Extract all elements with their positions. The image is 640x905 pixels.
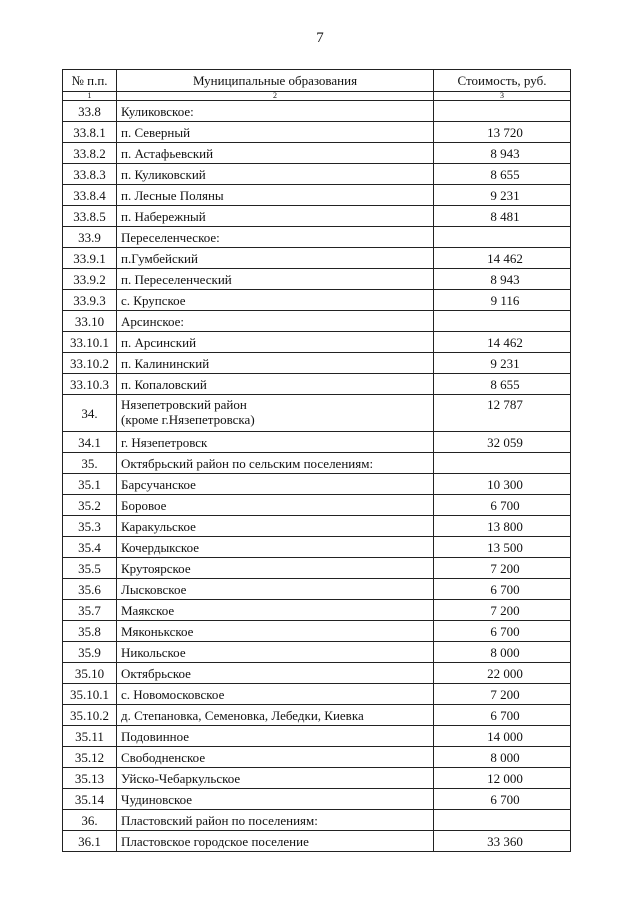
table-row [63,663,571,684]
index-cell-1: 1 [63,92,117,101]
municipality-name-line: Куликовское: [121,103,194,119]
row-number: 33.10.3 [63,374,117,395]
municipality-name [117,495,434,516]
row-number: 33.9 [63,227,117,248]
municipality-name [117,290,434,311]
table-row [63,332,571,353]
cost-value: 6 700 [434,495,571,516]
table-row [63,101,571,122]
cost-table [62,69,571,852]
municipality-name [117,747,434,768]
municipality-name [117,395,434,432]
municipality-name [117,374,434,395]
municipality-name [117,663,434,684]
cost-value: 8 943 [434,143,571,164]
cost-value: 13 720 [434,122,571,143]
municipality-name-line: с. Крупское [121,292,186,308]
municipality-name [117,558,434,579]
municipality-name [117,579,434,600]
row-number: 33.10 [63,311,117,332]
table-row [63,248,571,269]
municipality-name-line: Чудиновское [121,791,193,807]
cost-value: 7 200 [434,558,571,579]
table-row [63,474,571,495]
table-row [63,374,571,395]
municipality-name [117,332,434,353]
municipality-name [117,621,434,642]
municipality-name-line: п.Гумбейский [121,250,198,266]
municipality-name [117,831,434,852]
municipality-name-line: Арсинское: [121,313,185,329]
municipality-name [117,474,434,495]
table-row [63,206,571,227]
row-number: 33.8.3 [63,164,117,185]
row-number: 33.10.1 [63,332,117,353]
table-row [63,495,571,516]
municipality-name [117,789,434,810]
table-row [63,143,571,164]
table-row [63,395,571,432]
municipality-name-line: п. Северный [121,124,191,140]
table-row [63,684,571,705]
municipality-name-line: Барсучанское [121,476,196,492]
row-number: 34.1 [63,432,117,453]
table-row [63,353,571,374]
municipality-name [117,248,434,269]
cost-value [434,101,571,122]
table-row [63,747,571,768]
table-row [63,726,571,747]
row-number: 35.12 [63,747,117,768]
table-row [63,768,571,789]
municipality-name [117,227,434,248]
table-index-row [63,92,571,101]
cost-value: 12 787 [434,395,571,432]
cost-value [434,810,571,831]
municipality-name [117,164,434,185]
municipality-name [117,143,434,164]
cost-value: 10 300 [434,474,571,495]
municipality-name-line: п. Астафьевский [121,145,214,161]
municipality-name-line: п. Лесные Поляны [121,187,224,203]
cost-value: 6 700 [434,579,571,600]
cost-value: 6 700 [434,621,571,642]
table-row [63,227,571,248]
table-row [63,269,571,290]
cost-value [434,311,571,332]
row-number: 35.14 [63,789,117,810]
municipality-name [117,185,434,206]
table-row [63,558,571,579]
municipality-name-line: Лысковское [121,581,187,597]
municipality-name-line: п. Арсинский [121,334,197,350]
municipality-name-line: Свободненское [121,749,206,765]
row-number: 35.9 [63,642,117,663]
municipality-name [117,768,434,789]
cost-value: 7 200 [434,684,571,705]
cost-value: 12 000 [434,768,571,789]
row-number: 33.10.2 [63,353,117,374]
row-number: 35.8 [63,621,117,642]
cost-value: 7 200 [434,600,571,621]
cost-value: 8 943 [434,269,571,290]
municipality-name [117,600,434,621]
cost-value: 32 059 [434,432,571,453]
table-body [63,101,571,852]
cost-value: 33 360 [434,831,571,852]
row-number: 35. [63,453,117,474]
municipality-name-line: п. Куликовский [121,166,206,182]
municipality-name-line: с. Новомосковское [121,686,225,702]
municipality-name-line: п. Переселенческий [121,271,232,287]
table-row [63,600,571,621]
table-row [63,642,571,663]
municipality-name-line: Маякское [121,602,175,618]
cost-value: 8 655 [434,374,571,395]
municipality-name [117,516,434,537]
table-row [63,705,571,726]
municipality-name-line: Пластовский район по поселениям: [121,812,318,828]
cost-value: 8 000 [434,747,571,768]
cost-value: 9 231 [434,353,571,374]
municipality-name-line: Боровое [121,497,167,513]
municipality-name [117,537,434,558]
municipality-name-line: Мяконькское [121,623,194,639]
municipality-name-line: Октябрьское [121,665,191,681]
table-row [63,453,571,474]
municipality-name [117,432,434,453]
cost-value: 14 000 [434,726,571,747]
row-number: 33.9.3 [63,290,117,311]
cost-value: 9 116 [434,290,571,311]
row-number: 35.7 [63,600,117,621]
row-number: 35.10.2 [63,705,117,726]
cost-value [434,453,571,474]
municipality-name [117,705,434,726]
municipality-name-line: Подовинное [121,728,190,744]
header-num: № п.п. [63,70,117,92]
row-number: 33.8.2 [63,143,117,164]
municipality-name-line: Уйско-Чебаркульское [121,770,241,786]
municipality-name-line: п. Набережный [121,208,206,224]
table-row [63,311,571,332]
row-number: 33.8 [63,101,117,122]
table-row [63,579,571,600]
municipality-name [117,206,434,227]
municipality-name-line: Кочердыкское [121,539,200,555]
cost-value: 13 500 [434,537,571,558]
row-number: 33.9.1 [63,248,117,269]
row-number: 35.10 [63,663,117,684]
municipality-name-line: Пластовское городское поселение [121,833,309,849]
cost-value: 9 231 [434,185,571,206]
cost-value: 13 800 [434,516,571,537]
municipality-name-line: п. Копаловский [121,376,207,392]
table-row [63,164,571,185]
municipality-name [117,642,434,663]
table-row [63,810,571,831]
row-number: 36.1 [63,831,117,852]
municipality-name [117,269,434,290]
table-row [63,789,571,810]
row-number: 35.4 [63,537,117,558]
row-number: 35.6 [63,579,117,600]
municipality-name-line: Крутоярское [121,560,191,576]
municipality-name-line: д. Степановка, Семеновка, Лебедки, Киевка [121,707,364,723]
row-number: 33.8.1 [63,122,117,143]
row-number: 35.2 [63,495,117,516]
table-row [63,831,571,852]
cost-value [434,227,571,248]
row-number: 34. [63,395,117,432]
municipality-name [117,353,434,374]
cost-value: 22 000 [434,663,571,684]
index-cell-3: 3 [434,92,571,101]
municipality-name-line: Каракульское [121,518,196,534]
table-header-row [63,70,571,92]
municipality-name [117,810,434,831]
table-row [63,621,571,642]
row-number: 35.5 [63,558,117,579]
row-number: 35.3 [63,516,117,537]
municipality-name-line: п. Калининский [121,355,210,371]
row-number: 33.8.4 [63,185,117,206]
table-row [63,537,571,558]
row-number: 35.10.1 [63,684,117,705]
municipality-name-line: Никольское [121,644,186,660]
cost-value: 6 700 [434,789,571,810]
index-cell-2: 2 [117,92,434,101]
cost-value: 8 481 [434,206,571,227]
municipality-name [117,101,434,122]
municipality-name [117,122,434,143]
cost-value: 14 462 [434,248,571,269]
table-row [63,122,571,143]
row-number: 35.11 [63,726,117,747]
table-row [63,432,571,453]
row-number: 35.13 [63,768,117,789]
municipality-name [117,684,434,705]
header-name: Муниципальные образования [117,70,434,92]
municipality-name [117,311,434,332]
municipality-name [117,726,434,747]
cost-value: 14 462 [434,332,571,353]
row-number: 35.1 [63,474,117,495]
table-row [63,516,571,537]
table-row [63,185,571,206]
municipality-name-line: Нязепетровский район [121,397,247,412]
row-number: 36. [63,810,117,831]
page-number: 7 [316,30,324,46]
cost-value: 8 655 [434,164,571,185]
row-number: 33.8.5 [63,206,117,227]
cost-value: 6 700 [434,705,571,726]
municipality-name-line-2: (кроме г.Нязепетровска) [121,412,255,427]
row-number: 33.9.2 [63,269,117,290]
municipality-name-line: г. Нязепетровск [121,434,208,450]
municipality-name-line: Переселенческое: [121,229,220,245]
cost-value: 8 000 [434,642,571,663]
table-row [63,290,571,311]
municipality-name-line: Октябрьский район по сельским поселениям: [121,455,374,471]
municipality-name [117,453,434,474]
header-cost: Стоимость, руб. [434,70,571,92]
